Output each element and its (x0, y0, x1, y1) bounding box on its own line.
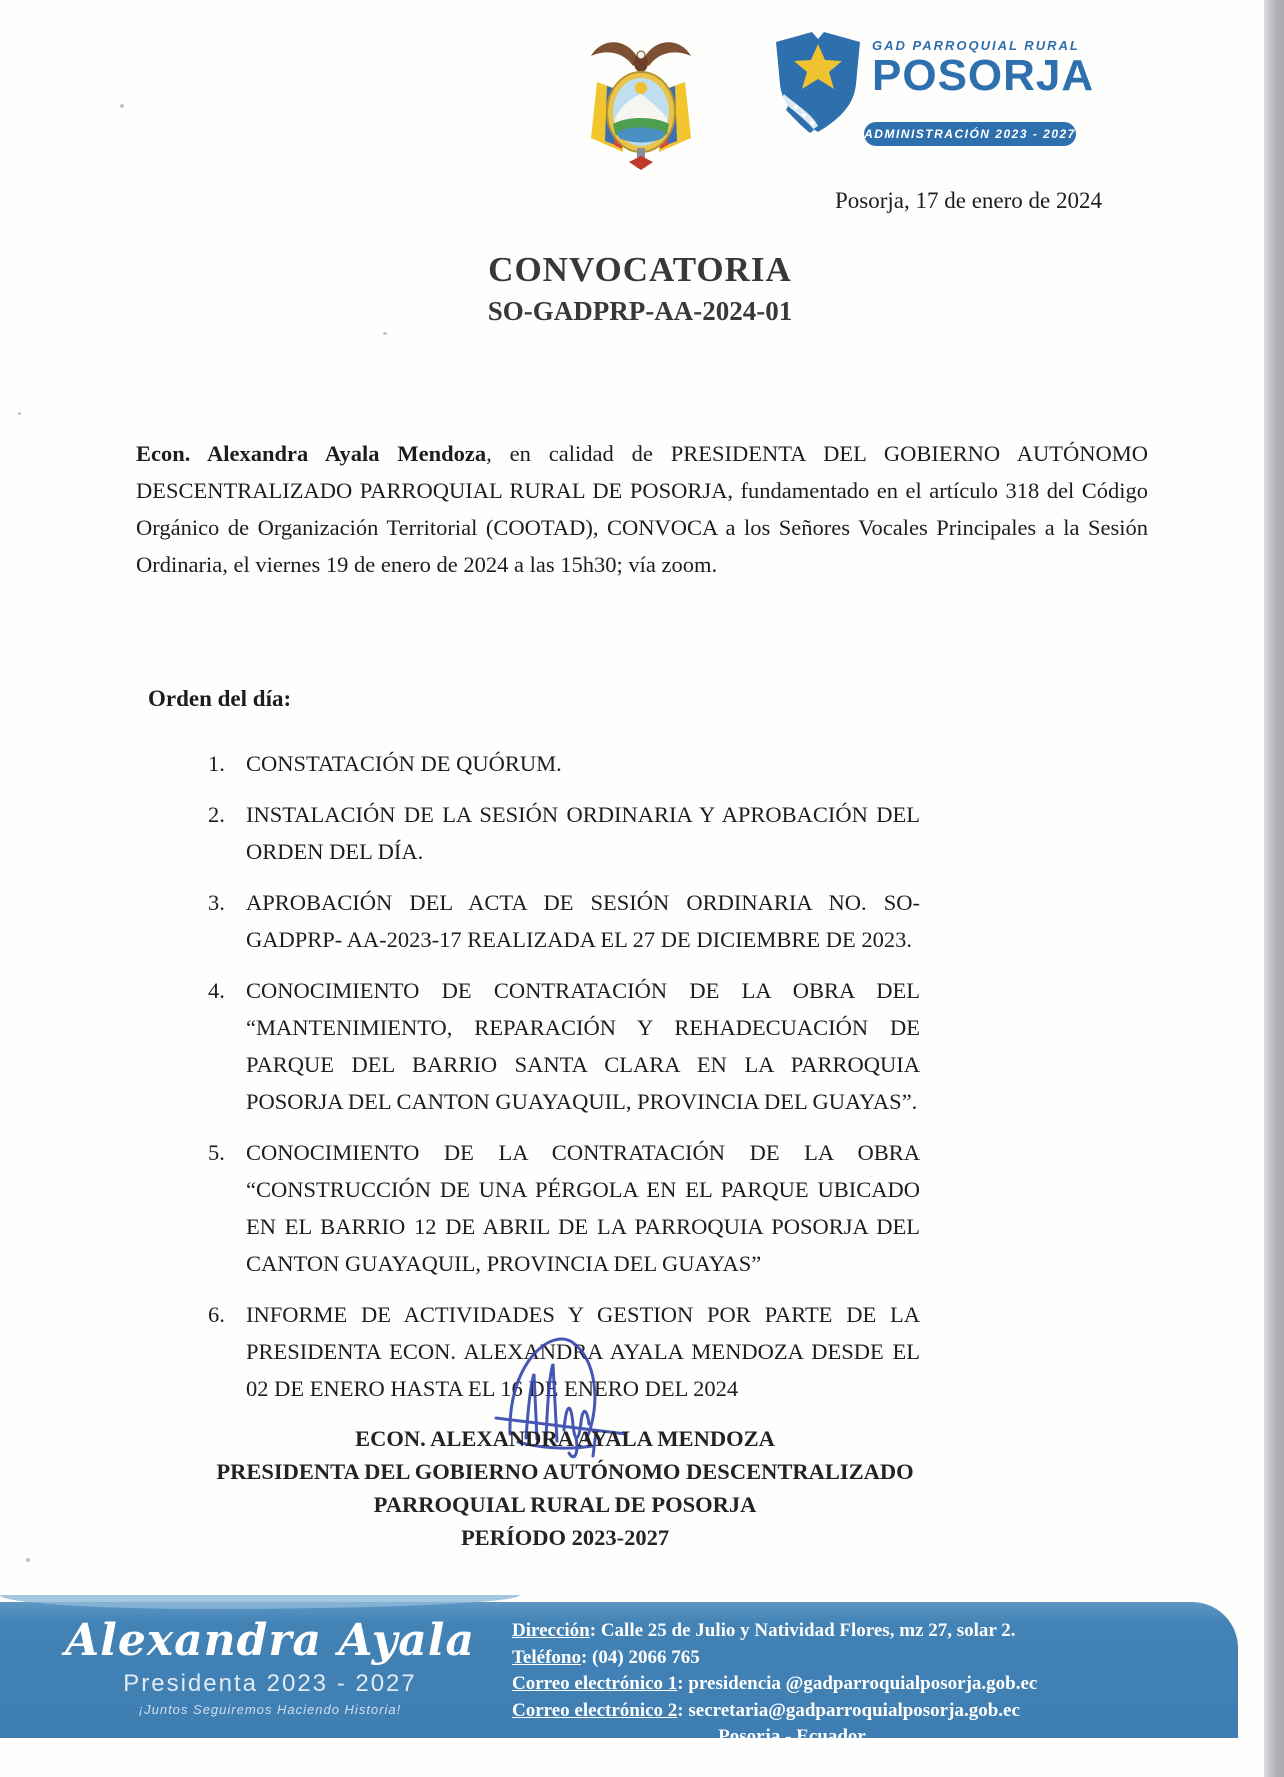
agenda-item-number: 5. (208, 1140, 225, 1165)
signer-period: PERÍODO 2023-2027 (460, 1525, 670, 1550)
footer-contact-block (512, 1618, 1072, 1751)
scan-speck (26, 1558, 30, 1562)
logo-org-name: POSORJA (872, 51, 1095, 100)
agenda-item-text: INSTALACIÓN DE LA SESIÓN ORDINARIA Y APROBACIÓN DEL ORDEN DEL DÍA. (246, 802, 920, 864)
agenda-item (208, 972, 920, 1120)
footer-slogan: ¡Juntos Seguiremos Haciendo Historia! (138, 1702, 402, 1717)
scan-speck (383, 332, 387, 335)
logo-admin-line: ADMINISTRACIÓN 2023 - 2027 (864, 127, 1076, 141)
document-code: SO-GADPRP-AA-2024-01 (487, 296, 793, 326)
agenda-item-number: 2. (208, 802, 225, 827)
footer-address-line (512, 1618, 1072, 1645)
agenda-item-number: 4. (208, 978, 225, 1003)
ecuador-coat-of-arms (575, 30, 707, 172)
agenda-item (208, 796, 920, 870)
footer-phone-label: Teléfono (512, 1646, 581, 1668)
footer-phone-line (512, 1645, 1072, 1672)
date-line: Posorja, 17 de enero de 2024 (835, 188, 1102, 213)
agenda-item-text: CONOCIMIENTO DE LA CONTRATACIÓN DE LA OBRA “CONSTRUCCIÓN DE UNA PÉRGOLA EN EL PARQUE UBICADO EN EL BARRIO 12 DE ABRIL DE LA PARROQUIA POSORJA DEL CANTON GUAYAQUIL, PROVINCIA DEL GUAYAS” (246, 1140, 920, 1276)
signer-name: ECON. ALEXANDRA AYALA MENDOZA (355, 1426, 775, 1451)
agenda-item-text: CONSTATACIÓN DE QUÓRUM. (246, 751, 562, 776)
intro-signer-name: Econ. Alexandra Ayala Mendoza (136, 440, 487, 466)
intro-paragraph (136, 435, 1148, 583)
posorja-logo-shield (768, 28, 868, 140)
agenda-item-text: CONOCIMIENTO DE CONTRATACIÓN DE LA OBRA DEL “MANTENIMIENTO, REPARACIÓN Y REHADECUACIÓN DE PARQUE DEL BARRIO SANTA CLARA EN LA PARROQUIA POSORJA DEL CANTON GUAYAQUIL, PROVINCIA DEL GUAYAS”. (246, 978, 920, 1114)
footer-address-value: : Calle 25 de Julio y Natividad Flores, mz 27, solar 2. (589, 1620, 1016, 1641)
footer-identity (60, 1616, 480, 1717)
agenda-item-text: INFORME DE ACTIVIDADES Y GESTION POR PARTE DE LA PRESIDENTA ECON. ALEXANDRA AYALA MENDOZA DESDE EL 02 DE ENERO HASTA EL 16 DE ENERO DEL 2024 (246, 1302, 920, 1401)
scan-speck (18, 412, 21, 415)
footer-email1-label: Correo electrónico 1 (512, 1673, 678, 1694)
document-title: CONVOCATORIA (488, 250, 792, 289)
signer-title-2: PARROQUIAL RURAL DE POSORJA (373, 1492, 757, 1517)
title-block (140, 250, 1140, 327)
scan-speck (120, 104, 124, 108)
footer-email2-value: : secretaria@gadparroquialposorja.gob.ec (677, 1699, 1020, 1721)
footer-role-line: Presidenta 2023 - 2027 (123, 1670, 417, 1697)
footer-banner-wave (0, 1595, 520, 1609)
logo-admin-band (864, 122, 1076, 146)
signer-block (160, 1422, 970, 1554)
scan-edge (1264, 0, 1284, 1777)
footer-email1-value: : presidencia @gadparroquialposorja.gob.ec (677, 1673, 1038, 1694)
posorja-logo (768, 28, 1095, 146)
agenda-item (208, 745, 920, 782)
footer-email1-line (512, 1671, 1072, 1698)
footer-phone-value: : (04) 2066 765 (580, 1646, 700, 1668)
footer-email2-line (512, 1698, 1072, 1725)
agenda-item-text: APROBACIÓN DEL ACTA DE SESIÓN ORDINARIA NO. SO-GADPRP- AA-2023-17 REALIZADA EL 27 DE DICIEMBRE DE 2023. (246, 890, 920, 952)
footer-address-label: Dirección (512, 1620, 590, 1641)
intro-paragraph-text: , en calidad de PRESIDENTA DEL GOBIERNO AUTÓNOMO DESCENTRALIZADO PARROQUIAL RURAL DE POSORJA, fundamentado en el artículo 318 del Código Orgánico de Organización Territorial (COOTAD), CONVOCA a los Señores Vocales Principales a la Sesión Ordinaria, el viernes 19 de enero de 2024 a las 15h30; vía zoom. (136, 440, 1148, 577)
footer-script-name: Alexandra Ayala (64, 1615, 475, 1666)
logo-org-line: GAD PARROQUIAL RURAL (872, 38, 1080, 53)
agenda-item-number: 6. (208, 1302, 225, 1327)
agenda-item-number: 1. (208, 751, 225, 776)
footer-banner (0, 1602, 1238, 1747)
agenda-item-number: 3. (208, 890, 225, 915)
footer-email2-label: Correo electrónico 2 (512, 1699, 678, 1721)
agenda-item (208, 1134, 920, 1282)
agenda-item (208, 884, 920, 958)
agenda-heading: Orden del día: (148, 686, 292, 711)
signer-title-1: PRESIDENTA DEL GOBIERNO AUTÓNOMO DESCENTRALIZADO (216, 1459, 914, 1484)
footer-location: Posorja - Ecuador (718, 1726, 866, 1747)
